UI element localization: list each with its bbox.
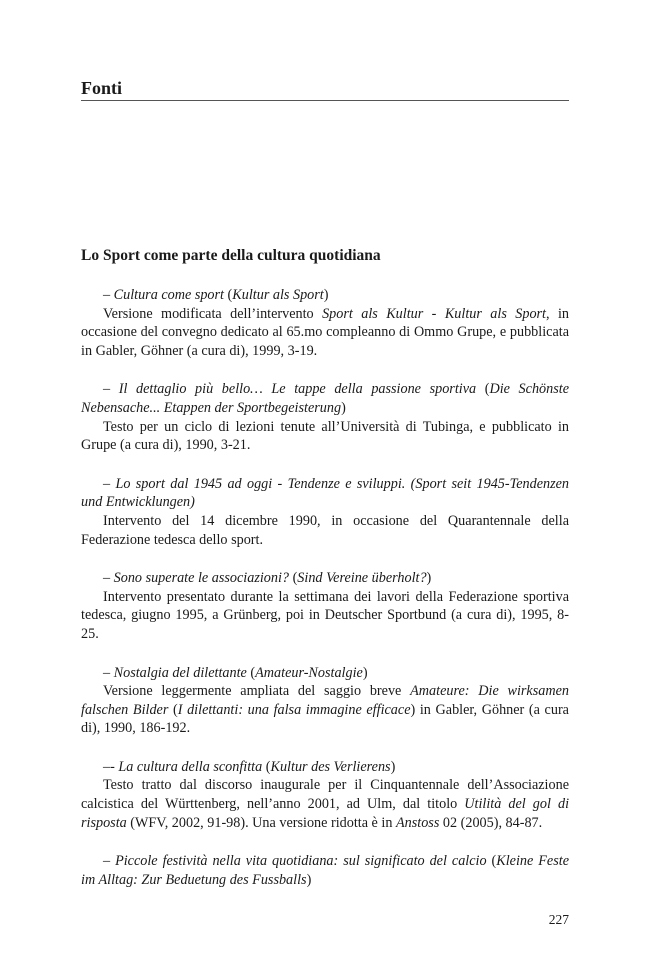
page-number: 227 bbox=[548, 912, 569, 927]
desc-text: Testo tratto dal discorso inaugurale per il Cinquantennale dell’Associazione calcistica del Württenberg, nell’anno 2001, ad Ulm, dal titolo bbox=[81, 777, 569, 813]
heading-sep: ( bbox=[486, 853, 497, 870]
title-german: Kleine Feste im Alltag: Zur Beduetung des Fussballs bbox=[81, 853, 569, 888]
heading-sep: ( bbox=[262, 758, 271, 775]
source-entry bbox=[81, 380, 569, 454]
title-italian: Piccole festività nella vita quotidiana: sul significato del calcio bbox=[115, 853, 487, 870]
entry-heading bbox=[81, 758, 569, 777]
heading-dash: –- bbox=[103, 758, 119, 775]
desc-text: ) in Gabler, Göhner (a cura di), 1990, 186-192. bbox=[81, 701, 569, 737]
desc-text: ( bbox=[168, 701, 178, 718]
desc-italic: Utilità del gol di risposta bbox=[81, 796, 570, 831]
title-italian: Nostalgia del dilettante bbox=[113, 664, 247, 681]
title-german: Amateur-Nostalgie bbox=[255, 664, 363, 681]
heading-sep: ) bbox=[362, 664, 368, 681]
source-list bbox=[81, 286, 569, 909]
entry-description bbox=[81, 776, 569, 832]
heading-dash: – bbox=[103, 381, 119, 398]
title-german: Sind Vereine überholt? bbox=[297, 570, 427, 587]
heading-dash: – bbox=[103, 475, 116, 492]
title-german: Kultur als Sport bbox=[232, 287, 324, 303]
heading-dash: – bbox=[103, 570, 114, 587]
desc-text: Testo per un ciclo di lezioni tenute all’Università di Tubinga, e pubblicato in Grupe (a cura di), 1990, 3-21. bbox=[81, 418, 569, 454]
heading-dash: – bbox=[103, 287, 114, 303]
desc-text: Versione leggermente ampliata del saggio breve bbox=[103, 683, 411, 700]
heading-sep: ( bbox=[224, 287, 233, 303]
title-german: Kultur des Verlierens bbox=[270, 758, 391, 775]
entry-heading bbox=[81, 475, 569, 512]
desc-italic: I dilettanti: una falsa immagine efficace bbox=[177, 701, 411, 718]
entry-heading bbox=[81, 380, 569, 417]
entry-description bbox=[81, 512, 569, 549]
heading-sep: ( bbox=[476, 381, 490, 398]
title-italian: Il dettaglio più bello… Le tappe della passione sportiva bbox=[118, 381, 477, 398]
source-entry bbox=[81, 664, 569, 738]
page-title: Fonti bbox=[81, 76, 569, 101]
source-entry bbox=[81, 758, 569, 832]
heading-sep: ) bbox=[390, 758, 396, 775]
source-entry bbox=[81, 286, 569, 360]
desc-italic: Amateure: Die wirksamen falschen Bilder bbox=[81, 683, 569, 718]
title-italian: Sono superate le associazioni? bbox=[113, 570, 290, 587]
entry-heading bbox=[81, 286, 569, 305]
desc-italic: Sport als Kultur - Kultur als Sport bbox=[322, 305, 546, 322]
title-german: Die Schönste Nebensache... Etappen der Sportbegeisterung bbox=[81, 381, 569, 416]
entry-description bbox=[81, 418, 569, 455]
desc-text: , in occasione del convegno dedicato al 65.mo compleanno di Ommo Grupe, e pubblicata in Gabler, Göhner (a cura di), 1999, 3-19. bbox=[81, 305, 569, 359]
desc-text: Intervento presentato durante la settimana dei lavori della Federazione sportiva tedesca, giugno 1995, a Grünberg, poi in Deutscher Sportbund (a cura di), 1995, 8-25. bbox=[81, 588, 569, 642]
entry-description bbox=[81, 682, 569, 738]
entry-description bbox=[81, 305, 569, 361]
entry-heading bbox=[81, 852, 569, 889]
title-italian: Lo sport dal 1945 ad oggi - Tendenze e sviluppi. (Sport seit 1945-Tendenzen und Entwicklungen) bbox=[81, 475, 569, 511]
desc-text: 02 (2005), 84-87. bbox=[439, 814, 543, 831]
heading-sep: ( bbox=[246, 664, 256, 681]
title-italian: La cultura della sconfitta bbox=[118, 758, 263, 775]
desc-text: (WFV, 2002, 91-98). Una versione ridotta è in bbox=[126, 814, 396, 831]
entry-description bbox=[81, 588, 569, 644]
heading-sep: ( bbox=[289, 570, 298, 587]
source-entry bbox=[81, 569, 569, 643]
heading-sep: ) bbox=[306, 871, 312, 888]
source-entry bbox=[81, 852, 569, 889]
heading-sep: ) bbox=[341, 399, 346, 416]
desc-text: Intervento del 14 dicembre 1990, in occasione del Quarantennale della Federazione tedesca dello sport. bbox=[81, 512, 569, 548]
desc-text: Versione modificata dell’intervento bbox=[103, 305, 323, 322]
heading-dash: – bbox=[103, 853, 116, 870]
heading-sep: ) bbox=[323, 287, 329, 303]
heading-dash: – bbox=[103, 664, 114, 681]
entry-heading bbox=[81, 569, 569, 588]
entry-heading bbox=[81, 664, 569, 683]
heading-sep: ) bbox=[426, 570, 432, 587]
title-italian: Cultura come sport bbox=[113, 287, 224, 303]
section-title: Lo Sport come parte della cultura quotidiana bbox=[81, 247, 381, 264]
desc-italic: Anstoss bbox=[395, 814, 440, 831]
source-entry bbox=[81, 475, 569, 549]
